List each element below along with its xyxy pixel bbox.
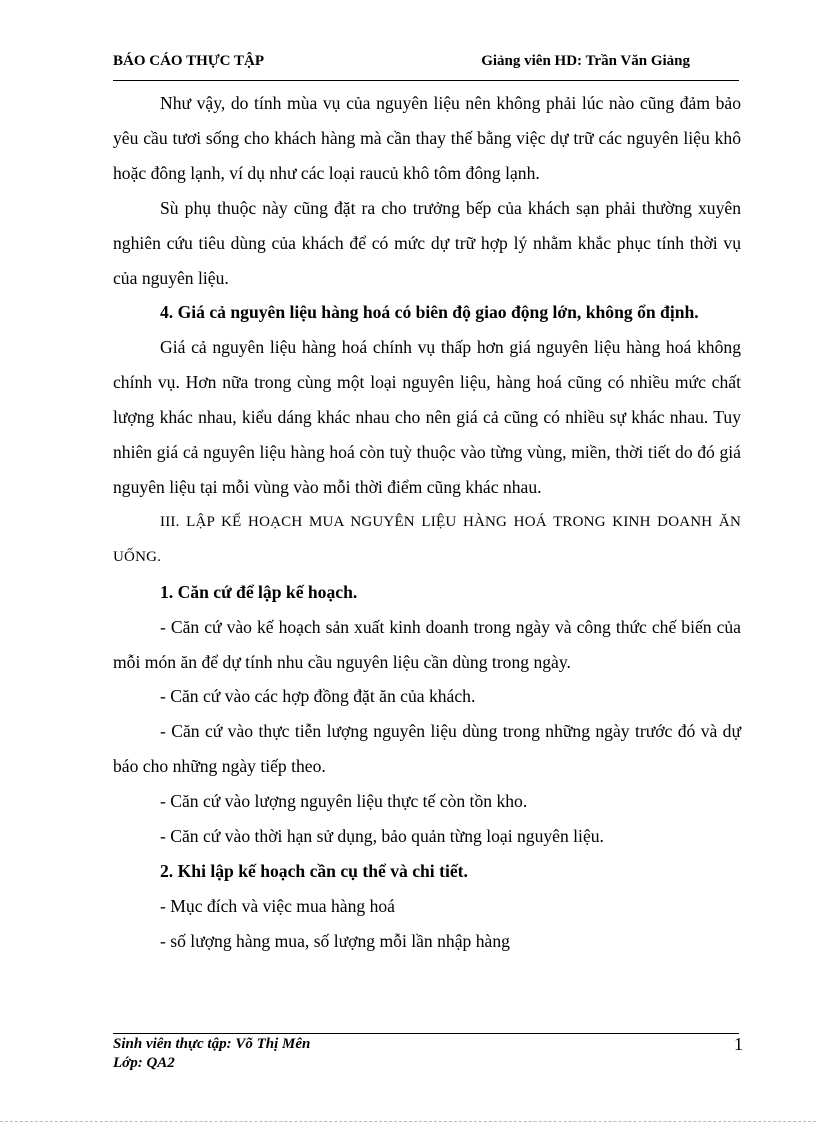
bullet-past-usage: - Căn cứ vào thực tiễn lượng nguyên liệu dùng trong những ngày trước đó và dự báo cho những ngày tiếp theo.: [113, 721, 741, 777]
bullet-production-plan: - Căn cứ vào kế hoạch sản xuất kinh doanh trong ngày và công thức chế biến của mỗi món ăn để dự tính nhu cầu nguyên liệu cần dùng trong ngày.: [113, 616, 741, 672]
instructor-name: Giảng viên HD: Trần Văn Giảng: [481, 53, 690, 69]
bullet-quantity: - số lượng hàng mua, số lượng mỗi lần nhập hàng: [160, 930, 510, 951]
paragraph-seasonal-supply: Như vậy, do tính mùa vụ của nguyên liệu nên không phải lúc nào cũng đảm bảo yêu cầu tươi sống cho khách hàng mà cần thay thế bằng việc dự trữ các nguyên liệu khô hoặc đông lạnh, ví dụ như các loại raucủ khô tôm đông lạnh.: [113, 93, 741, 183]
heading-price-volatility: 4. Giá cả nguyên liệu hàng hoá có biên độ giao động lớn, không ổn định.: [160, 302, 699, 323]
page-footer: [113, 1035, 753, 1073]
page-body: [113, 86, 741, 959]
heading-planning-basis: 1. Căn cứ để lập kế hoạch.: [160, 581, 358, 602]
page-header: [113, 51, 738, 75]
student-name: Sinh viên thực tập: Võ Thị Mên: [113, 1036, 311, 1052]
section-heading-purchase-plan: III. LẬP KẾ HOẠCH MUA NGUYÊN LIỆU HÀNG HOÁ TRONG KINH DOANH ĂN UỐNG.: [113, 513, 741, 565]
report-title: BÁO CÁO THỰC TẬP: [113, 53, 264, 69]
class-name: Lớp: QA2: [113, 1055, 175, 1071]
page-number: 1: [734, 1034, 743, 1054]
page-edge: [0, 1121, 816, 1122]
bullet-contracts: - Căn cứ vào các hợp đồng đặt ăn của khách.: [160, 686, 476, 707]
bullet-inventory: - Căn cứ vào lượng nguyên liệu thực tế còn tồn kho.: [160, 791, 528, 812]
footer-divider: [113, 1033, 739, 1034]
header-divider: [113, 80, 739, 81]
heading-plan-detail: 2. Khi lập kế hoạch cần cụ thể và chi tiết.: [160, 860, 468, 881]
paragraph-chef-dependence: Sù phụ thuộc này cũng đặt ra cho trưởng bếp của khách sạn phải thường xuyên nghiên cứu tiêu dùng của khách để có mức dự trữ hợp lý nhằm khắc phục tính thời vụ của nguyên liệu.: [113, 197, 741, 288]
bullet-purpose: - Mục đích và việc mua hàng hoá: [160, 895, 395, 916]
paragraph-price-variation: Giá cả nguyên liệu hàng hoá chính vụ thấp hơn giá nguyên liệu hàng hoá không chính vụ. Hơn nữa trong cùng một loại nguyên liệu, hàng hoá cũng có nhiều mức chất lượng khác nhau, kiểu dáng khác nhau cho nên giá cả cũng có nhiều sự khác nhau. Tuy nhiên giá cả nguyên liệu hàng hoá còn tuỳ thuộc vào từng vùng, miền, thời tiết do đó giá nguyên liệu tại mỗi vùng vào mỗi thời điểm cũng khác nhau.: [113, 337, 741, 497]
bullet-shelf-life: - Căn cứ vào thời hạn sử dụng, bảo quản từng loại nguyên liệu.: [160, 826, 604, 847]
